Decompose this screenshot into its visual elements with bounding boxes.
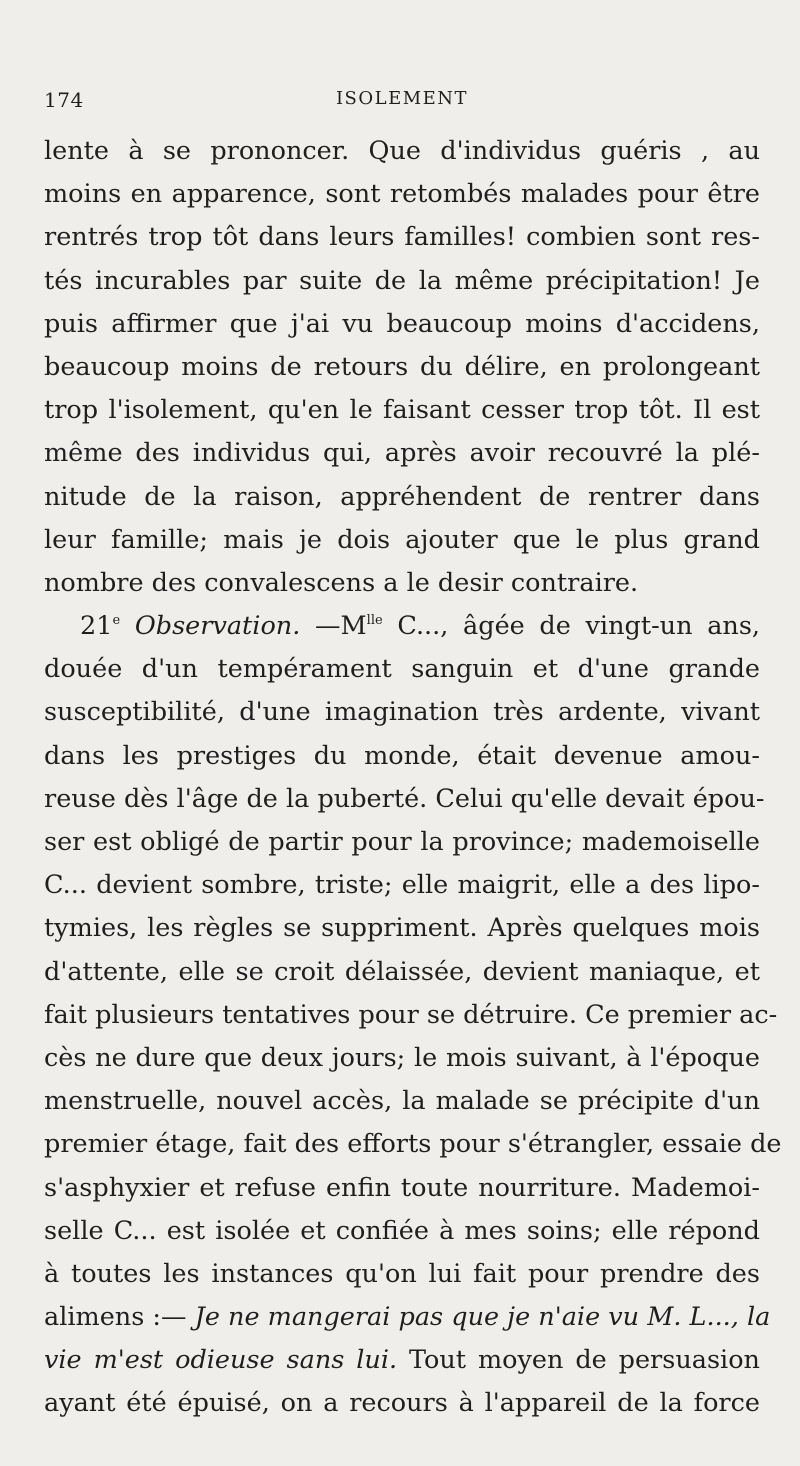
text-line: tés incurables par suite de la même précipitation! Je bbox=[44, 265, 760, 296]
text-line: moins en apparence, sont retombés malades pour être bbox=[44, 179, 760, 210]
text-line: C... devient sombre, triste; elle maigrit, elle a des lipo- bbox=[44, 870, 760, 901]
observation-heading-line bbox=[44, 605, 760, 648]
text-line: trop l'isolement, qu'en le faisant cesser trop tôt. Il est bbox=[44, 395, 760, 426]
running-title: ISOLEMENT bbox=[335, 88, 469, 109]
text-line: susceptibilité, d'une imagination très ardente, vivant bbox=[44, 697, 760, 728]
quoted-speech: Je ne mangerai pas que je n'aie vu M. L..., la bbox=[194, 1302, 771, 1333]
text-line: d'attente, elle se croit délaissée, devient maniaque, et bbox=[44, 956, 760, 987]
text-line: même des individus qui, après avoir recouvré la plé- bbox=[44, 438, 760, 469]
quote-line bbox=[44, 1296, 771, 1339]
text-line: rentrés trop tôt dans leurs familles! combien sont res- bbox=[44, 222, 760, 253]
page-number: 174 bbox=[44, 88, 84, 112]
observation-number-superscript: e bbox=[112, 613, 121, 629]
text-line: beaucoup moins de retours du délire, en prolongeant bbox=[44, 351, 760, 382]
text-line: s'asphyxier et refuse enfin toute nourriture. Mademoi- bbox=[44, 1172, 760, 1203]
text-line: puis affirmer que j'ai vu beaucoup moins d'accidens, bbox=[44, 308, 760, 339]
text-fragment: C..., âgée de vingt-un ans, bbox=[382, 611, 761, 642]
mademoiselle-abbrev: —M bbox=[315, 611, 367, 642]
paragraph-2 bbox=[44, 605, 782, 1426]
mademoiselle-abbrev-superscript: lle bbox=[366, 613, 383, 629]
running-head bbox=[44, 88, 760, 122]
text-line: lente à se prononcer. Que d'individus guéris , au bbox=[44, 136, 760, 166]
text-line: reuse dès l'âge de la puberté. Celui qu'elle devait épou- bbox=[44, 783, 765, 814]
text-fragment: alimens :— bbox=[44, 1302, 195, 1333]
text-line: à toutes les instances qu'on lui fait pour prendre des bbox=[44, 1258, 760, 1289]
observation-heading: Observation. bbox=[134, 611, 301, 642]
text-line: menstruelle, nouvel accès, la malade se précipite d'un bbox=[44, 1086, 760, 1117]
text-line: premier étage, fait des efforts pour s'étrangler, essaie de bbox=[44, 1129, 782, 1160]
quote-line bbox=[44, 1339, 760, 1382]
body-text bbox=[44, 130, 782, 1426]
quoted-speech: vie m'est odieuse sans lui. bbox=[44, 1345, 398, 1376]
text-line: nombre des convalescens a le desir contraire. bbox=[44, 567, 639, 598]
text-line: ayant été épuisé, on a recours à l'appareil de la force bbox=[44, 1388, 760, 1419]
text-line: tymies, les règles se suppriment. Après quelques mois bbox=[44, 913, 760, 944]
text-line: fait plusieurs tentatives pour se détruire. Ce premier ac- bbox=[44, 999, 778, 1030]
paragraph-1 bbox=[44, 130, 760, 605]
text-line: douée d'un tempérament sanguin et d'une grande bbox=[44, 654, 760, 685]
text-fragment: Tout moyen de persuasion bbox=[397, 1345, 760, 1376]
text-line: ser est obligé de partir pour la province; mademoiselle bbox=[44, 827, 760, 857]
text-line: selle C... est isolée et confiée à mes soins; elle répond bbox=[44, 1215, 760, 1246]
text-line: dans les prestiges du monde, était devenue amou- bbox=[44, 740, 760, 771]
text-line: nitude de la raison, appréhendent de rentrer dans bbox=[44, 481, 760, 512]
text-line: leur famille; mais je dois ajouter que le plus grand bbox=[44, 524, 760, 555]
text-line: cès ne dure que deux jours; le mois suivant, à l'époque bbox=[44, 1042, 760, 1073]
observation-number: 21 bbox=[80, 611, 113, 642]
